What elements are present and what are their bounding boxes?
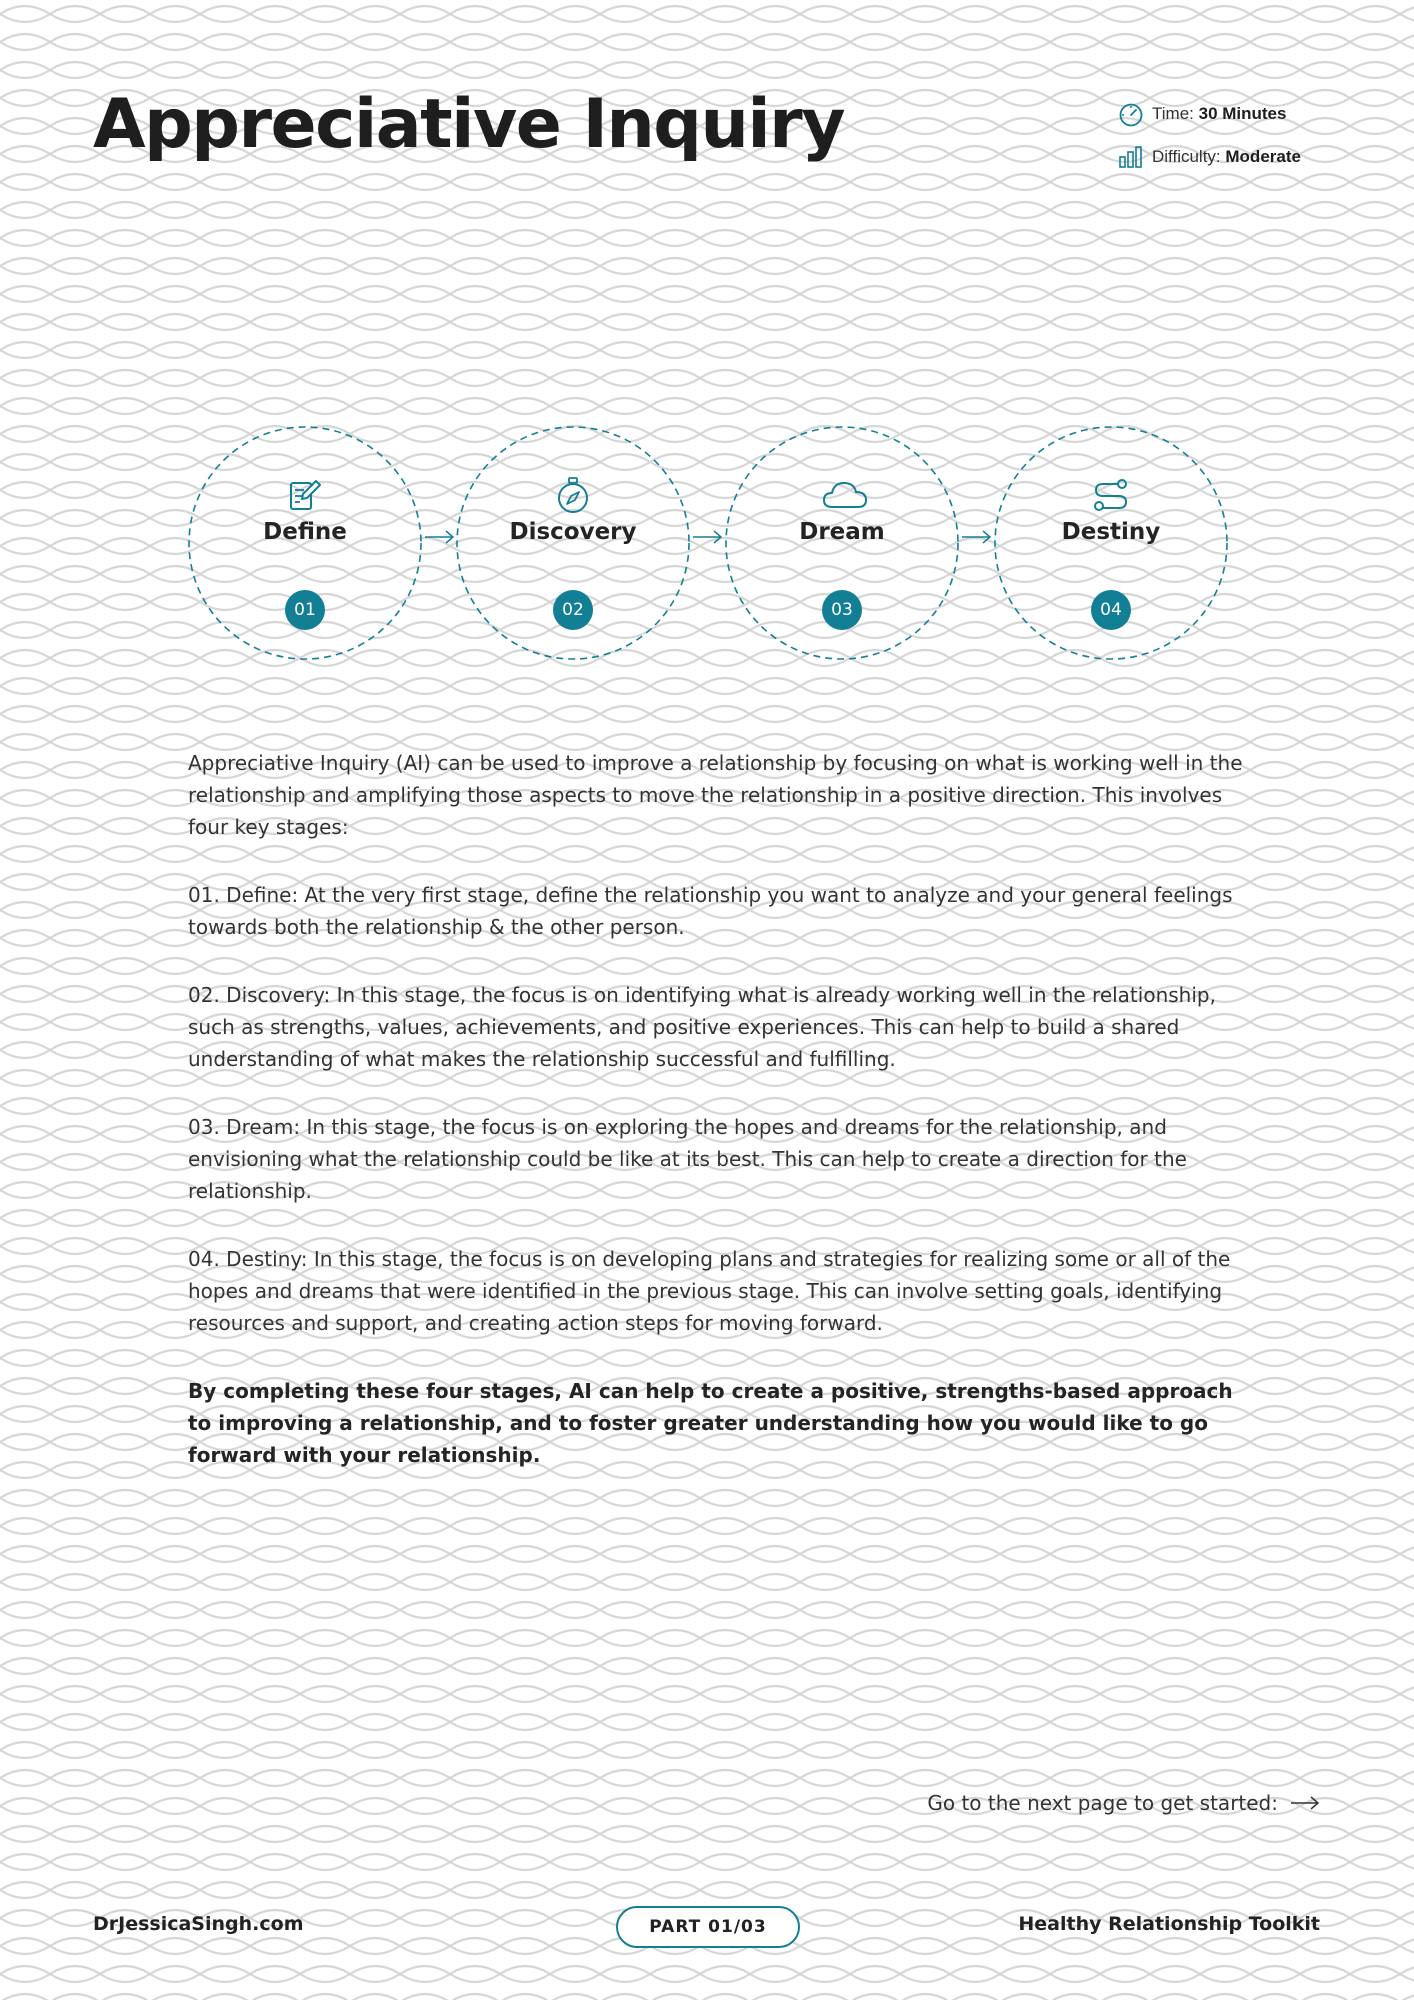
stage-number: 02 [553,590,593,630]
define-paragraph: 01. Define: At the very first stage, define the relationship you want to analyze and your general feelings towards both the relationship & the other person. [188,883,1233,939]
time-value: 30 Minutes [1198,104,1287,123]
stage-dream [724,425,960,661]
discovery-paragraph: 02. Discovery: In this stage, the focus is on identifying what is already working well in the relationship, such as strengths, values, achievements, and positive experiences. This can help to build a shared understanding of what makes the relationship successful and fulfilling. [188,983,1216,1071]
arrow-right-icon [1290,1795,1320,1811]
stage-label: Dream [799,519,885,545]
arrow-right-icon [423,529,457,545]
stage-label: Destiny [1061,519,1161,545]
stage-number: 01 [285,590,325,630]
stage-label: Discovery [509,519,637,545]
difficulty-meta [1118,145,1301,169]
toolkit-name: Healthy Relationship Toolkit [1018,1913,1320,1935]
route-icon [1091,477,1131,513]
compass-icon [553,477,593,515]
time-label: Time: [1152,104,1194,123]
part-badge: PART 01/03 [616,1906,800,1948]
arrow-right-icon [960,529,994,545]
page-title: Appreciative Inquiry [93,85,845,164]
time-meta [1118,101,1286,127]
stage-destiny [993,425,1229,661]
arrow-right-icon [691,529,725,545]
body-text [188,747,1248,1507]
conclusion-paragraph: By completing these four stages, AI can help to create a positive, strengths-based approach to improving a relationship, and to foster greater understanding how you would like to go forward with your relationship. [188,1379,1233,1467]
stage-define [187,425,423,661]
cloud-icon [822,477,868,511]
stopwatch-icon [1118,101,1144,127]
website-link[interactable]: DrJessicaSingh.com [93,1913,304,1935]
difficulty-value: Moderate [1225,147,1301,166]
stage-discovery [455,425,691,661]
intro-paragraph: Appreciative Inquiry (AI) can be used to improve a relationship by focusing on what is working well in the relationship and amplifying those aspects to move the relationship in a positive direction. This involves four key stages: [188,751,1243,839]
stage-number: 04 [1091,590,1131,630]
stage-label: Define [263,519,347,545]
edit-note-icon [285,477,325,513]
next-page-link[interactable] [927,1791,1320,1815]
dream-paragraph: 03. Dream: In this stage, the focus is on exploring the hopes and dreams for the relationship, and envisioning what the relationship could be like at its best. This can help to create a direction for the relationship. [188,1115,1187,1203]
destiny-paragraph: 04. Destiny: In this stage, the focus is on developing plans and strategies for realizing some or all of the hopes and dreams that were identified in the previous stage. This can involve setting goals, identifying resources and support, and creating action steps for moving forward. [188,1247,1231,1335]
bar-chart-icon [1118,145,1144,169]
next-page-text: Go to the next page to get started: [927,1791,1278,1815]
stage-number: 03 [822,590,862,630]
difficulty-label: Difficulty: [1152,147,1221,166]
